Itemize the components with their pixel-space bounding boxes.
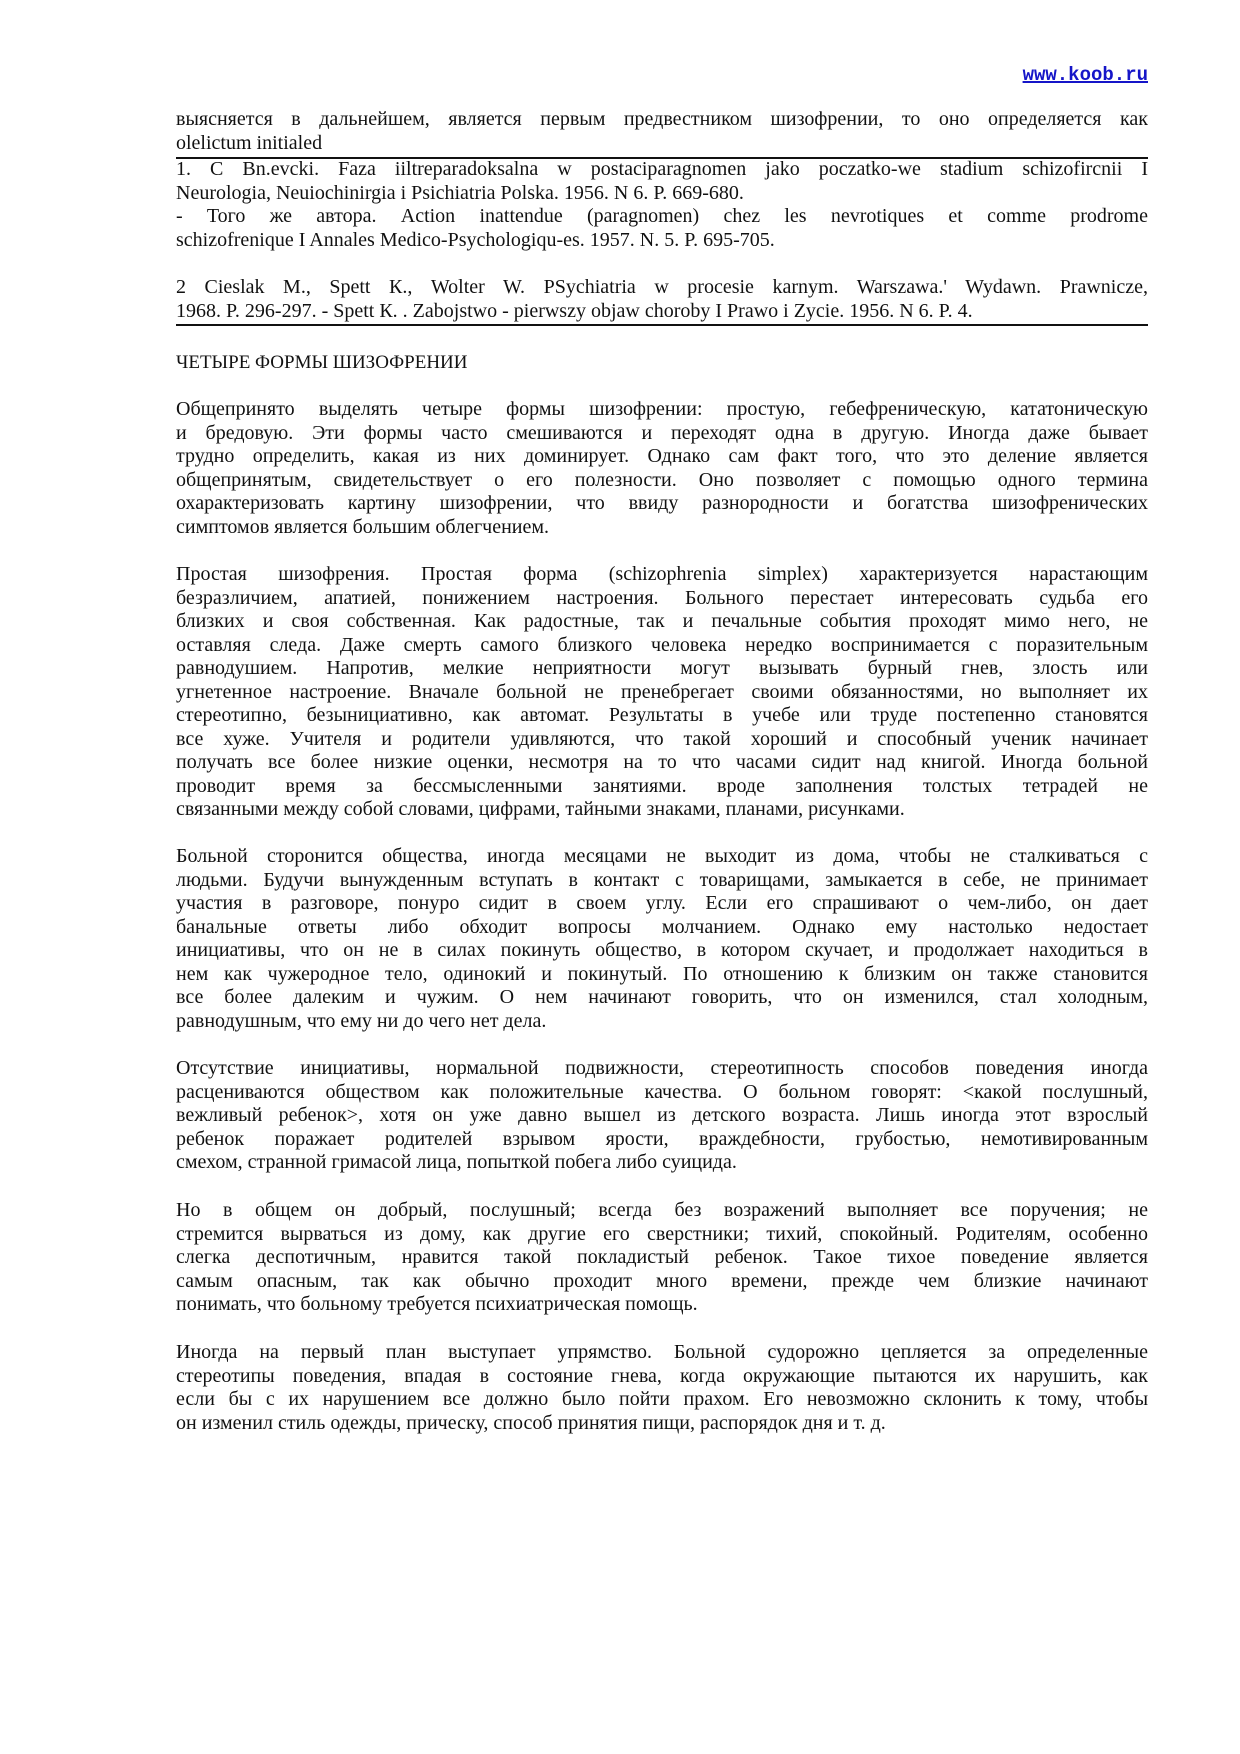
intro-text xyxy=(176,108,1148,155)
text-line: понимать, что больному требуется психиатрическая помощь. xyxy=(176,1293,698,1315)
text-line: и бредовую. Эти формы часто смешиваются и переходят одна в другую. Иногда даже бывает xyxy=(176,421,1148,444)
text-line: он изменил стиль одежды, прическу, способ принятия пищи, распорядок дня и т. д. xyxy=(176,1411,886,1434)
text-line: участия в разговоре, понуро сидит в своем углу. Если его спрашивают о чем-либо, он дает xyxy=(176,892,1148,914)
section-title: ЧЕТЫРЕ ФОРМЫ ШИЗОФРЕНИИ xyxy=(176,352,468,373)
text-line: Но в общем он добрый, послушный; всегда без возражений выполняет все поручения; не xyxy=(176,1199,1148,1221)
text-line: Иногда на первый план выступает упрямство. Больной судорожно цепляется за определенные xyxy=(176,1341,1148,1363)
text-line: получать все более низкие оценки, несмотря на то что часами сидит над книгой. Иногда больной xyxy=(176,751,1148,773)
text-line: угнетенное настроение. Вначале больной не пренебрегает своими обязанностями, но выполняет их xyxy=(176,680,1148,703)
text-line: близких и своя собственная. Как радостные, так и печальные события проходят мимо него, не xyxy=(176,610,1148,632)
text-line: инициативы, что он не в силах покинуть общество, в котором скучает, и продолжает находиться в xyxy=(176,939,1148,961)
text-line: стремится вырваться из дому, как другие его сверстники; тихий, спокойный. Родителям, особенно xyxy=(176,1222,1148,1245)
text-line: общепринятым, свидетельствует о его полезности. Оно позволяет с помощью одного термина xyxy=(176,468,1148,491)
paragraph xyxy=(176,845,1148,1033)
text-line: симптомов является большим облегчением. xyxy=(176,515,550,538)
text-line: вежливый ребенок>, хотя он уже давно вышел из детского возраста. Лишь иногда этот взрослый xyxy=(176,1104,1148,1126)
text-line: ребенок поражает родителей взрывом ярости, враждебности, грубостью, немотивированным xyxy=(176,1127,1148,1150)
text-line: стереотипы поведения, впадая в состояние гнева, когда окружающие пытаются их нарушить, как xyxy=(176,1364,1148,1387)
paragraph xyxy=(176,398,1148,539)
footnote-1 xyxy=(176,158,1148,252)
text-line: людьми. Будучи вынужденным вступать в контакт с товарищами, замыкается в себе, не принимает xyxy=(176,868,1148,891)
paragraph xyxy=(176,1057,1148,1175)
text-line: охарактеризовать картину шизофрении, что ввиду разнородности и богатства шизофренических xyxy=(176,492,1148,514)
text-line: слегка деспотичным, нравится такой покладистый ребенок. Такое тихое поведение является xyxy=(176,1246,1148,1268)
text-line: 2 Cieslak M., Spett К., Wolter W. PSychiatria w procesie karnym. Warszawa.' Wydawn. Prawnicze, xyxy=(176,276,1148,298)
text-line: связанными между собой словами, цифрами, тайными знаками, планами, рисунками. xyxy=(176,798,905,820)
text-line: равнодушием. Напротив, мелкие неприятности могут вызывать бурный гнев, злость или xyxy=(176,657,1148,679)
text-line: нем как чужеродное тело, одинокий и покинутый. По отношению к близким он также становится xyxy=(176,962,1148,985)
footnote-divider-bottom xyxy=(176,324,1148,326)
text-line: Общепринято выделять четыре формы шизофрении: простую, гебефреническую, кататоническую xyxy=(176,398,1148,420)
text-line: банальные ответы либо обходит вопросы молчанием. Однако ему настолько недостает xyxy=(176,915,1148,938)
text-line: 1968. P. 296-297. - Spett К. . Zabojstwo - pierwszy objaw choroby I Prawo i Zycie. 1956. N 6. P. 4. xyxy=(176,299,973,322)
text-line: Простая шизофрения. Простая форма (schizophrenia simplex) характеризуется нарастающим xyxy=(176,563,1148,585)
text-line: olelictum initialed xyxy=(176,131,323,154)
text-line: трудно определить, какая из них доминирует. Однако сам факт того, что это деление является xyxy=(176,445,1148,467)
text-line: Neurologia, Neuiochinirgia i Psichiatria Polska. 1956. N 6. P. 669-680. xyxy=(176,181,744,204)
text-line: смехом, странной гримасой лица, попыткой побега либо суицида. xyxy=(176,1151,737,1173)
text-line: оставляя следа. Даже смерть самого близкого человека нередко воспринимается с поразительным xyxy=(176,633,1148,656)
text-line: расцениваются обществом как положительные качества. О больном говорят: <какой послушный, xyxy=(176,1080,1148,1103)
text-line: выясняется в дальнейшем, является первым предвестником шизофрении, то оно определяется как xyxy=(176,108,1148,130)
paragraph xyxy=(176,563,1148,822)
text-line: самым опасным, так как обычно проходит много времени, прежде чем близкие начинают xyxy=(176,1269,1148,1292)
text-line: - Того же автора. Action inattendue (paragnomen) chez les nevrotiques et comme prodrome xyxy=(176,205,1148,227)
paragraph xyxy=(176,1341,1148,1435)
text-line: все хуже. Учителя и родители удивляются, что такой хороший и способный ученик начинает xyxy=(176,727,1148,750)
text-line: Больной сторонится общества, иногда месяцами не выходит из дома, чтобы не сталкиваться с xyxy=(176,845,1148,867)
site-link[interactable]: www.koob.ru xyxy=(1022,64,1148,86)
text-line: Отсутствие инициативы, нормальной подвижности, стереотипность способов поведения иногда xyxy=(176,1057,1148,1079)
text-line: если бы с их нарушением все должно было пойти прахом. Его невозможно склонить к тому, чтобы xyxy=(176,1388,1148,1410)
paragraph xyxy=(176,1199,1148,1317)
text-line: стереотипно, безынициативно, как автомат. Результаты в учебе или труде постепенно становятся xyxy=(176,704,1148,726)
text-line: безразличием, апатией, понижением настроения. Больного перестает интересовать судьба его xyxy=(176,586,1148,609)
footnote-2 xyxy=(176,276,1148,323)
text-line: равнодушным, что ему ни до чего нет дела. xyxy=(176,1009,547,1032)
text-line: 1. С Bn.evcki. Faza iiltreparadoksalna w postaciparagnomen jako poczatko-we stadium schizofircnii I xyxy=(176,158,1148,180)
text-line: schizofrenique I Annales Medico-Psychologiqu-es. 1957. N. 5. P. 695-705. xyxy=(176,228,775,251)
text-line: все более далеким и чужим. О нем начинают говорить, что он изменился, стал холодным, xyxy=(176,986,1148,1008)
text-line: проводит время за бессмысленными занятиями. вроде заполнения толстых тетрадей не xyxy=(176,774,1148,797)
